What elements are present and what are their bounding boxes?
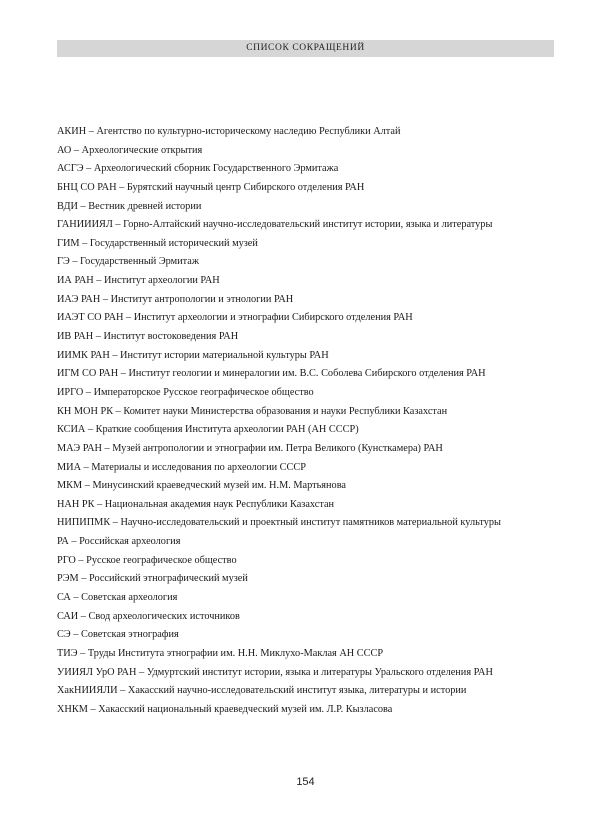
list-item: ГАНИИИЯЛ – Горно-Алтайский научно-исследовательский институт истории, языка и литературы [57,219,493,231]
list-item: АСГЭ – Археологический сборник Государственного Эрмитажа [57,163,339,175]
list-item: НИПИПМК – Научно-исследовательский и проектный институт памятников материальной культуры [57,517,501,529]
abbreviation-list [57,123,557,720]
list-item: ГИМ – Государственный исторический музей [57,237,258,249]
list-item: ГЭ – Государственный Эрмитаж [57,256,199,268]
page-number: 154 [296,776,315,788]
list-item: ХакНИИЯЛИ – Хакасский научно-исследовательский институт языка, литературы и истории [57,685,467,697]
list-item: СЭ – Советская этнография [57,629,179,641]
list-item: РГО – Русское географическое общество [57,554,237,566]
list-item: ИВ РАН – Институт востоковедения РАН [57,331,239,343]
list-item: КН МОН РК – Комитет науки Министерства образования и науки Республики Казахстан [57,405,448,417]
list-item: ИИМК РАН – Институт истории материальной культуры РАН [57,349,329,361]
list-item: АО – Археологические открытия [57,144,203,156]
list-item: РЭМ – Российский этнографический музей [57,573,248,585]
list-item: НАН РК – Национальная академия наук Республики Казахстан [57,498,335,510]
list-item: ИАЭ РАН – Институт антропологии и этнологии РАН [57,293,294,305]
list-item: МАЭ РАН – Музей антропологии и этнографии им. Петра Великого (Кунсткамера) РАН [57,442,443,454]
list-item: МКМ – Минусинский краеведческий музей им. Н.М. Мартьянова [57,480,347,492]
list-item: УИИЯЛ УрО РАН – Удмуртский институт истории, языка и литературы Уральского отделения РАН [57,666,493,678]
list-item: ТИЭ – Труды Института этнографии им. Н.Н. Миклухо-Маклая АН СССР [57,647,384,659]
list-item: ИА РАН – Институт археологии РАН [57,275,220,287]
page-title: СПИСОК СОКРАЩЕНИЙ [246,42,365,53]
list-item: ВДИ – Вестник древней истории [57,200,202,212]
list-item: СА – Советская археология [57,592,178,604]
list-item: САИ – Свод археологических источников [57,610,240,622]
list-item: КСИА – Краткие сообщения Института археологии РАН (АН СССР) [57,424,359,436]
section-header-bar [57,40,554,57]
list-item: РА – Российская археология [57,536,181,548]
list-item: МИА – Материалы и исследования по археологии СССР [57,461,306,473]
list-item: ИРГО – Императорское Русское географическое общество [57,386,314,398]
list-item: ХНКМ – Хакасский национальный краеведческий музей им. Л.Р. Кызласова [57,703,393,715]
list-item: ИАЭТ СО РАН – Институт археологии и этнографии Сибирского отделения РАН [57,312,413,324]
list-item: БНЦ СО РАН – Бурятский научный центр Сибирского отделения РАН [57,181,365,193]
list-item: ИГМ СО РАН – Институт геологии и минералогии им. В.С. Соболева Сибирского отделения РАН [57,368,486,380]
list-item: АКИН – Агентство по культурно-историческому наследию Республики Алтай [57,126,401,137]
